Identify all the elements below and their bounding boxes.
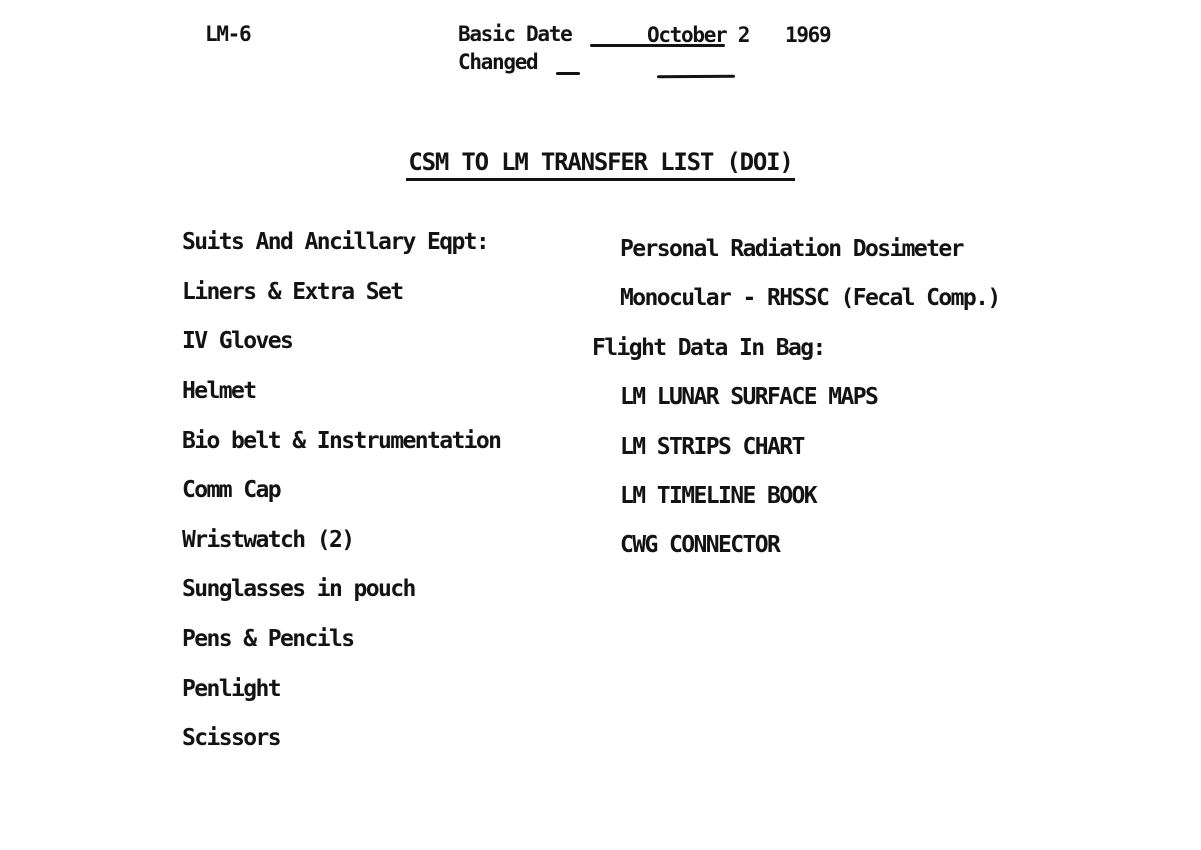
transfer-list-right-column xyxy=(592,235,1000,581)
transfer-list-item: Bio belt & Instrumentation xyxy=(182,427,501,454)
transfer-list-item: Flight Data In Bag: xyxy=(592,334,825,361)
transfer-list-item: Wristwatch (2) xyxy=(182,526,354,553)
transfer-list-item: Pens & Pencils xyxy=(182,626,354,653)
transfer-list-item: Scissors xyxy=(182,725,280,752)
transfer-list-item: Suits And Ancillary Eqpt: xyxy=(182,229,489,255)
transfer-list-left-column xyxy=(182,228,500,774)
basic-date-year: 1969 xyxy=(785,23,831,47)
changed-blank-line-short xyxy=(556,72,580,75)
transfer-list-item: Helmet xyxy=(182,377,256,404)
changed-label: Changed xyxy=(458,50,538,74)
transfer-list-item: Penlight xyxy=(182,675,280,702)
transfer-list-item: Sunglasses in pouch xyxy=(182,576,415,603)
page-title: CSM TO LM TRANSFER LIST (DOI) xyxy=(406,148,794,181)
transfer-list-item: Monocular - RHSSC (Fecal Comp.) xyxy=(620,285,1000,312)
vehicle-id: LM-6 xyxy=(205,22,251,46)
basic-date-value: October 2 xyxy=(647,23,750,47)
page-title-row xyxy=(0,148,1201,181)
changed-blank-line-long xyxy=(657,75,735,79)
transfer-list-item: Liners & Extra Set xyxy=(182,278,403,305)
transfer-list-item: LM LUNAR SURFACE MAPS xyxy=(620,384,878,411)
transfer-list-item: Personal Radiation Dosimeter xyxy=(620,236,963,262)
transfer-list-item: Comm Cap xyxy=(182,477,280,504)
transfer-list-item: CWG CONNECTOR xyxy=(620,532,780,559)
basic-date-label: Basic Date xyxy=(458,22,572,46)
transfer-list-item: LM STRIPS CHART xyxy=(620,433,804,460)
transfer-list-item: LM TIMELINE BOOK xyxy=(620,482,816,509)
transfer-list-item: IV Gloves xyxy=(182,328,293,355)
